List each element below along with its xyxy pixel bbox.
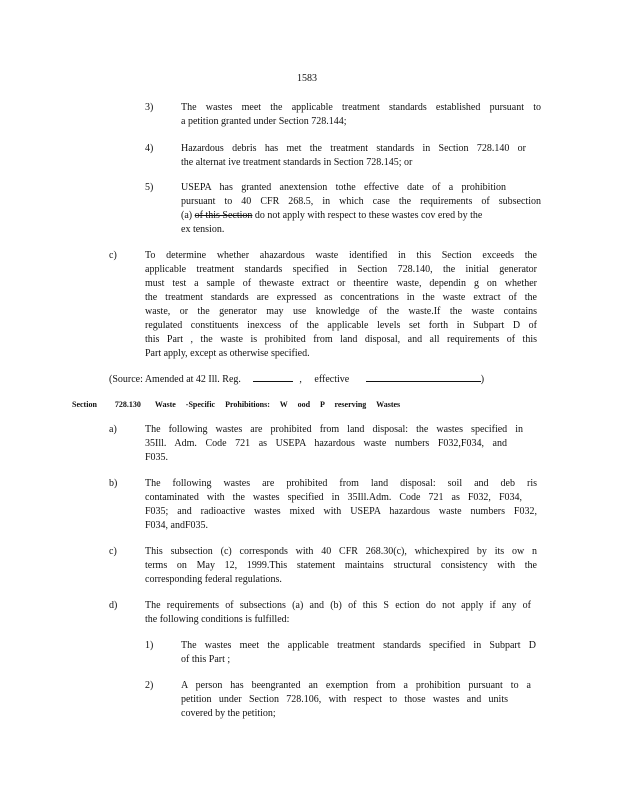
section-item-a-label: a) [109, 424, 117, 435]
sub-item-1-line-1: The wastes meet the applicable treatment standards specified in Subpart D [181, 640, 536, 651]
section-item-b-line-3: F035; and radioactive wastes mixed with USEPA hazardous waste numbers F032, [145, 506, 537, 517]
section-item-d-line-2: the following conditions is fulfilled: [145, 614, 290, 625]
section-item-a-text [145, 423, 523, 465]
item-c-line-5: waste, or the generator may use knowledge of the waste.If the waste contains [145, 306, 537, 317]
item-c-line-1: To determine whether ahazardous waste identified in this Section exceeds the [145, 250, 537, 261]
section-item-c-line-1: This subsection (c) corresponds with 40 CFR 268.30(c), whichexpired by its ow n [145, 546, 537, 557]
item-c-text [145, 249, 537, 361]
section-item-b-text [145, 477, 537, 533]
sub-item-2-label: 2) [145, 680, 154, 691]
source-effective: effective [314, 374, 350, 385]
item-5-line-3 [181, 209, 541, 223]
section-heading [72, 399, 427, 411]
item-c-line-2: applicable treatment standards specified in Section 728.140, the initial generator [145, 264, 537, 275]
item-3-line-1: The wastes meet the applicable treatment standards established pursuant to [181, 102, 541, 113]
item-5-line-1: USEPA has granted anextension tothe effective date of a prohibition [181, 182, 506, 193]
item-5-line-3-post: do not apply with respect to these wastes cov ered by the [254, 210, 483, 221]
section-item-b-line-1: The following wastes are prohibited from land disposal: soil and deb ris [145, 478, 537, 489]
source-note: (Source: Amended at 42 Ill. Reg. , effective ) [109, 371, 484, 387]
item-c-line-6: regulated constituents inexcess of the applicable levels set forth in Subpart D of [145, 320, 537, 331]
sub-item-2-line-1: A person has beengranted an exemption from a prohibition pursuant to a [181, 680, 531, 691]
section-word: Section [72, 400, 97, 409]
sub-item-1-label: 1) [145, 640, 154, 651]
item-3-text [181, 101, 541, 129]
section-item-a-line-3: F035. [145, 452, 169, 463]
sub-item-2-text [181, 679, 531, 721]
item-c-line-4: the treatment standards are expressed as concentrations in the waste extract of the [145, 292, 537, 303]
sub-item-1-text [181, 639, 536, 667]
page-number: 1583 [297, 73, 317, 84]
section-item-d-line-1: The requirements of subsections (a) and (b) of this S ection do not apply if any of [145, 600, 531, 611]
item-3-label: 3) [145, 102, 154, 113]
section-item-d-text [145, 599, 531, 627]
item-5-text [181, 181, 541, 237]
item-4-label: 4) [145, 143, 154, 154]
section-item-d-label: d) [109, 600, 118, 611]
item-c-label: c) [109, 250, 117, 261]
section-item-c-line-3: corresponding federal regulations. [145, 574, 282, 585]
item-5-line-2: pursuant to 40 CFR 268.5, in which case the requirements of subsection [181, 196, 541, 207]
section-item-c-text [145, 545, 537, 587]
item-c-line-8: Part apply, except as otherwise specified. [145, 348, 310, 359]
section-item-a-line-1: The following wastes are prohibited from land disposal: the wastes specified in [145, 424, 523, 435]
sub-item-2-line-2: petition under Section 728.106, with respect to those wastes and units [181, 694, 508, 705]
item-3-line-2: a petition granted under Section 728.144; [181, 116, 347, 127]
item-c-line-3: must test a sample of thewaste extract or theentire waste, dependin g on whether [145, 278, 537, 289]
section-item-b-label: b) [109, 478, 118, 489]
section-item-a-line-2: 35Ill. Adm. Code 721 as USEPA hazardous waste numbers F032,F034, and [145, 438, 507, 449]
section-item-b-line-2: contaminated with the wastes specified in 35Ill.Adm. Code 721 as F032, F034, [145, 492, 522, 503]
section-item-b-line-4: F034, andF035. [145, 520, 209, 531]
item-4-text [181, 142, 526, 170]
source-text: (Source: Amended at 42 Ill. Reg. [109, 374, 241, 385]
item-4-line-2: the alternat ive treatment standards in Section 728.145; or [181, 157, 413, 168]
section-number: 728.130 [114, 400, 141, 409]
sub-item-2-line-3: covered by the petition; [181, 708, 276, 719]
section-item-c-label: c) [109, 546, 117, 557]
sub-item-1-line-2: of this Part ; [181, 654, 231, 665]
item-c-line-7: this Part , the waste is prohibited from land disposal, and all requirements of this [145, 334, 537, 345]
section-title: Waste -Specific Prohibitions: W ood P reserving Wastes [154, 400, 401, 409]
register-blank [253, 371, 293, 382]
item-5-struck-text: of this Section [194, 210, 253, 221]
item-5-line-4: ex tension. [181, 224, 225, 235]
item-5-label: 5) [145, 182, 154, 193]
effective-date-blank [366, 371, 481, 382]
item-4-line-1: Hazardous debris has met the treatment standards in Section 728.140 or [181, 143, 526, 154]
item-5-line-3-pre: (a) [181, 210, 193, 221]
source-close: ) [480, 374, 485, 385]
section-item-c-line-2: terms on May 12, 1999.This statement maintains structural consistency with the [145, 560, 537, 571]
